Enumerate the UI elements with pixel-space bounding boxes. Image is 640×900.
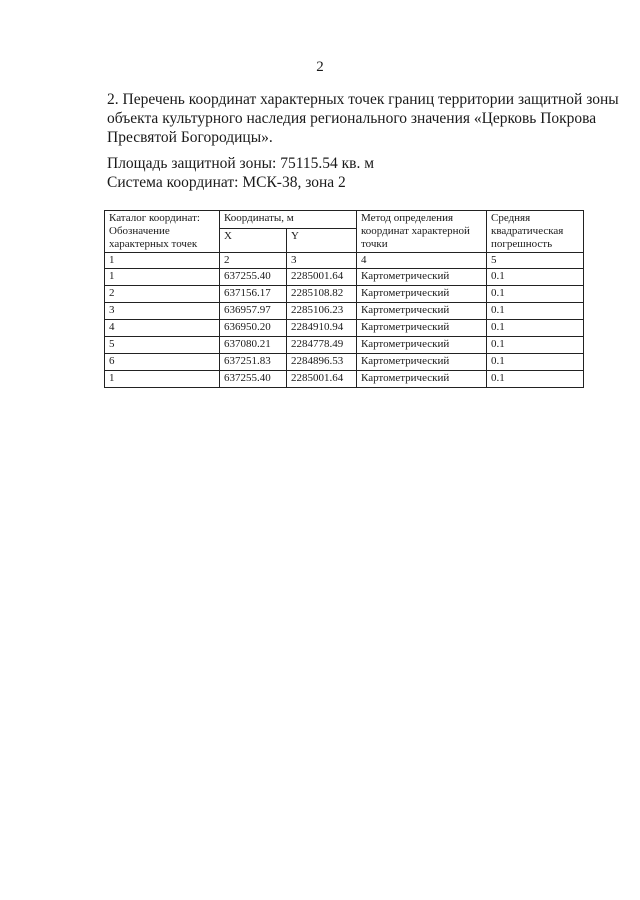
zone-info bbox=[107, 154, 527, 192]
error-cell: 0.1 bbox=[487, 371, 584, 388]
table-row bbox=[105, 354, 584, 371]
x-cell: 636957.97 bbox=[220, 303, 287, 320]
point-cell: 1 bbox=[105, 269, 220, 286]
table-row bbox=[105, 269, 584, 286]
method-cell: Картометрический bbox=[357, 371, 487, 388]
header-y: Y bbox=[287, 229, 357, 253]
coordinates-table bbox=[104, 210, 584, 388]
method-cell: Картометрический bbox=[357, 320, 487, 337]
table-row bbox=[105, 371, 584, 388]
error-cell: 0.1 bbox=[487, 337, 584, 354]
error-cell: 0.1 bbox=[487, 354, 584, 371]
method-cell: Картометрический bbox=[357, 337, 487, 354]
index-cell: 4 bbox=[357, 253, 487, 269]
zone-area-text: Площадь защитной зоны: 75115.54 кв. м bbox=[107, 155, 375, 172]
error-cell: 0.1 bbox=[487, 303, 584, 320]
method-cell: Картометрический bbox=[357, 303, 487, 320]
x-cell: 637255.40 bbox=[220, 269, 287, 286]
table-row bbox=[105, 337, 584, 354]
point-cell: 3 bbox=[105, 303, 220, 320]
point-cell: 1 bbox=[105, 371, 220, 388]
y-cell: 2285001.64 bbox=[287, 269, 357, 286]
y-cell: 2285106.23 bbox=[287, 303, 357, 320]
index-cell: 5 bbox=[487, 253, 584, 269]
table-index-row bbox=[105, 253, 584, 269]
y-cell: 2284910.94 bbox=[287, 320, 357, 337]
header-coordinates: Координаты, м bbox=[220, 211, 357, 229]
y-cell: 2285108.82 bbox=[287, 286, 357, 303]
heading-line-2: объекта культурного наследия регионального значения «Церковь Покрова bbox=[107, 110, 597, 127]
index-cell: 3 bbox=[287, 253, 357, 269]
index-cell: 1 bbox=[105, 253, 220, 269]
coordinate-system-text: Система координат: МСК-38, зона 2 bbox=[107, 174, 346, 191]
method-cell: Картометрический bbox=[357, 354, 487, 371]
point-cell: 4 bbox=[105, 320, 220, 337]
header-error: Средняя квадратическая погрешность bbox=[487, 211, 584, 253]
table-row bbox=[105, 303, 584, 320]
header-point-designation: Каталог координат: Обозначение характерных точек bbox=[105, 211, 220, 253]
header-method: Метод определения координат характерной точки bbox=[357, 211, 487, 253]
section-heading bbox=[107, 90, 619, 147]
error-cell: 0.1 bbox=[487, 320, 584, 337]
x-cell: 637156.17 bbox=[220, 286, 287, 303]
index-cell: 2 bbox=[220, 253, 287, 269]
y-cell: 2284896.53 bbox=[287, 354, 357, 371]
y-cell: 2285001.64 bbox=[287, 371, 357, 388]
y-cell: 2284778.49 bbox=[287, 337, 357, 354]
x-cell: 637251.83 bbox=[220, 354, 287, 371]
heading-line-1: 2. Перечень координат характерных точек границ территории защитной зоны bbox=[107, 91, 619, 108]
error-cell: 0.1 bbox=[487, 286, 584, 303]
point-cell: 5 bbox=[105, 337, 220, 354]
x-cell: 636950.20 bbox=[220, 320, 287, 337]
table-header-row bbox=[105, 211, 584, 229]
error-cell: 0.1 bbox=[487, 269, 584, 286]
point-cell: 6 bbox=[105, 354, 220, 371]
point-cell: 2 bbox=[105, 286, 220, 303]
page-number: 2 bbox=[316, 59, 324, 75]
heading-line-3: Пресвятой Богородицы». bbox=[107, 129, 273, 146]
table-row bbox=[105, 286, 584, 303]
method-cell: Картометрический bbox=[357, 286, 487, 303]
method-cell: Картометрический bbox=[357, 269, 487, 286]
table-row bbox=[105, 320, 584, 337]
header-x: X bbox=[220, 229, 287, 253]
x-cell: 637255.40 bbox=[220, 371, 287, 388]
x-cell: 637080.21 bbox=[220, 337, 287, 354]
